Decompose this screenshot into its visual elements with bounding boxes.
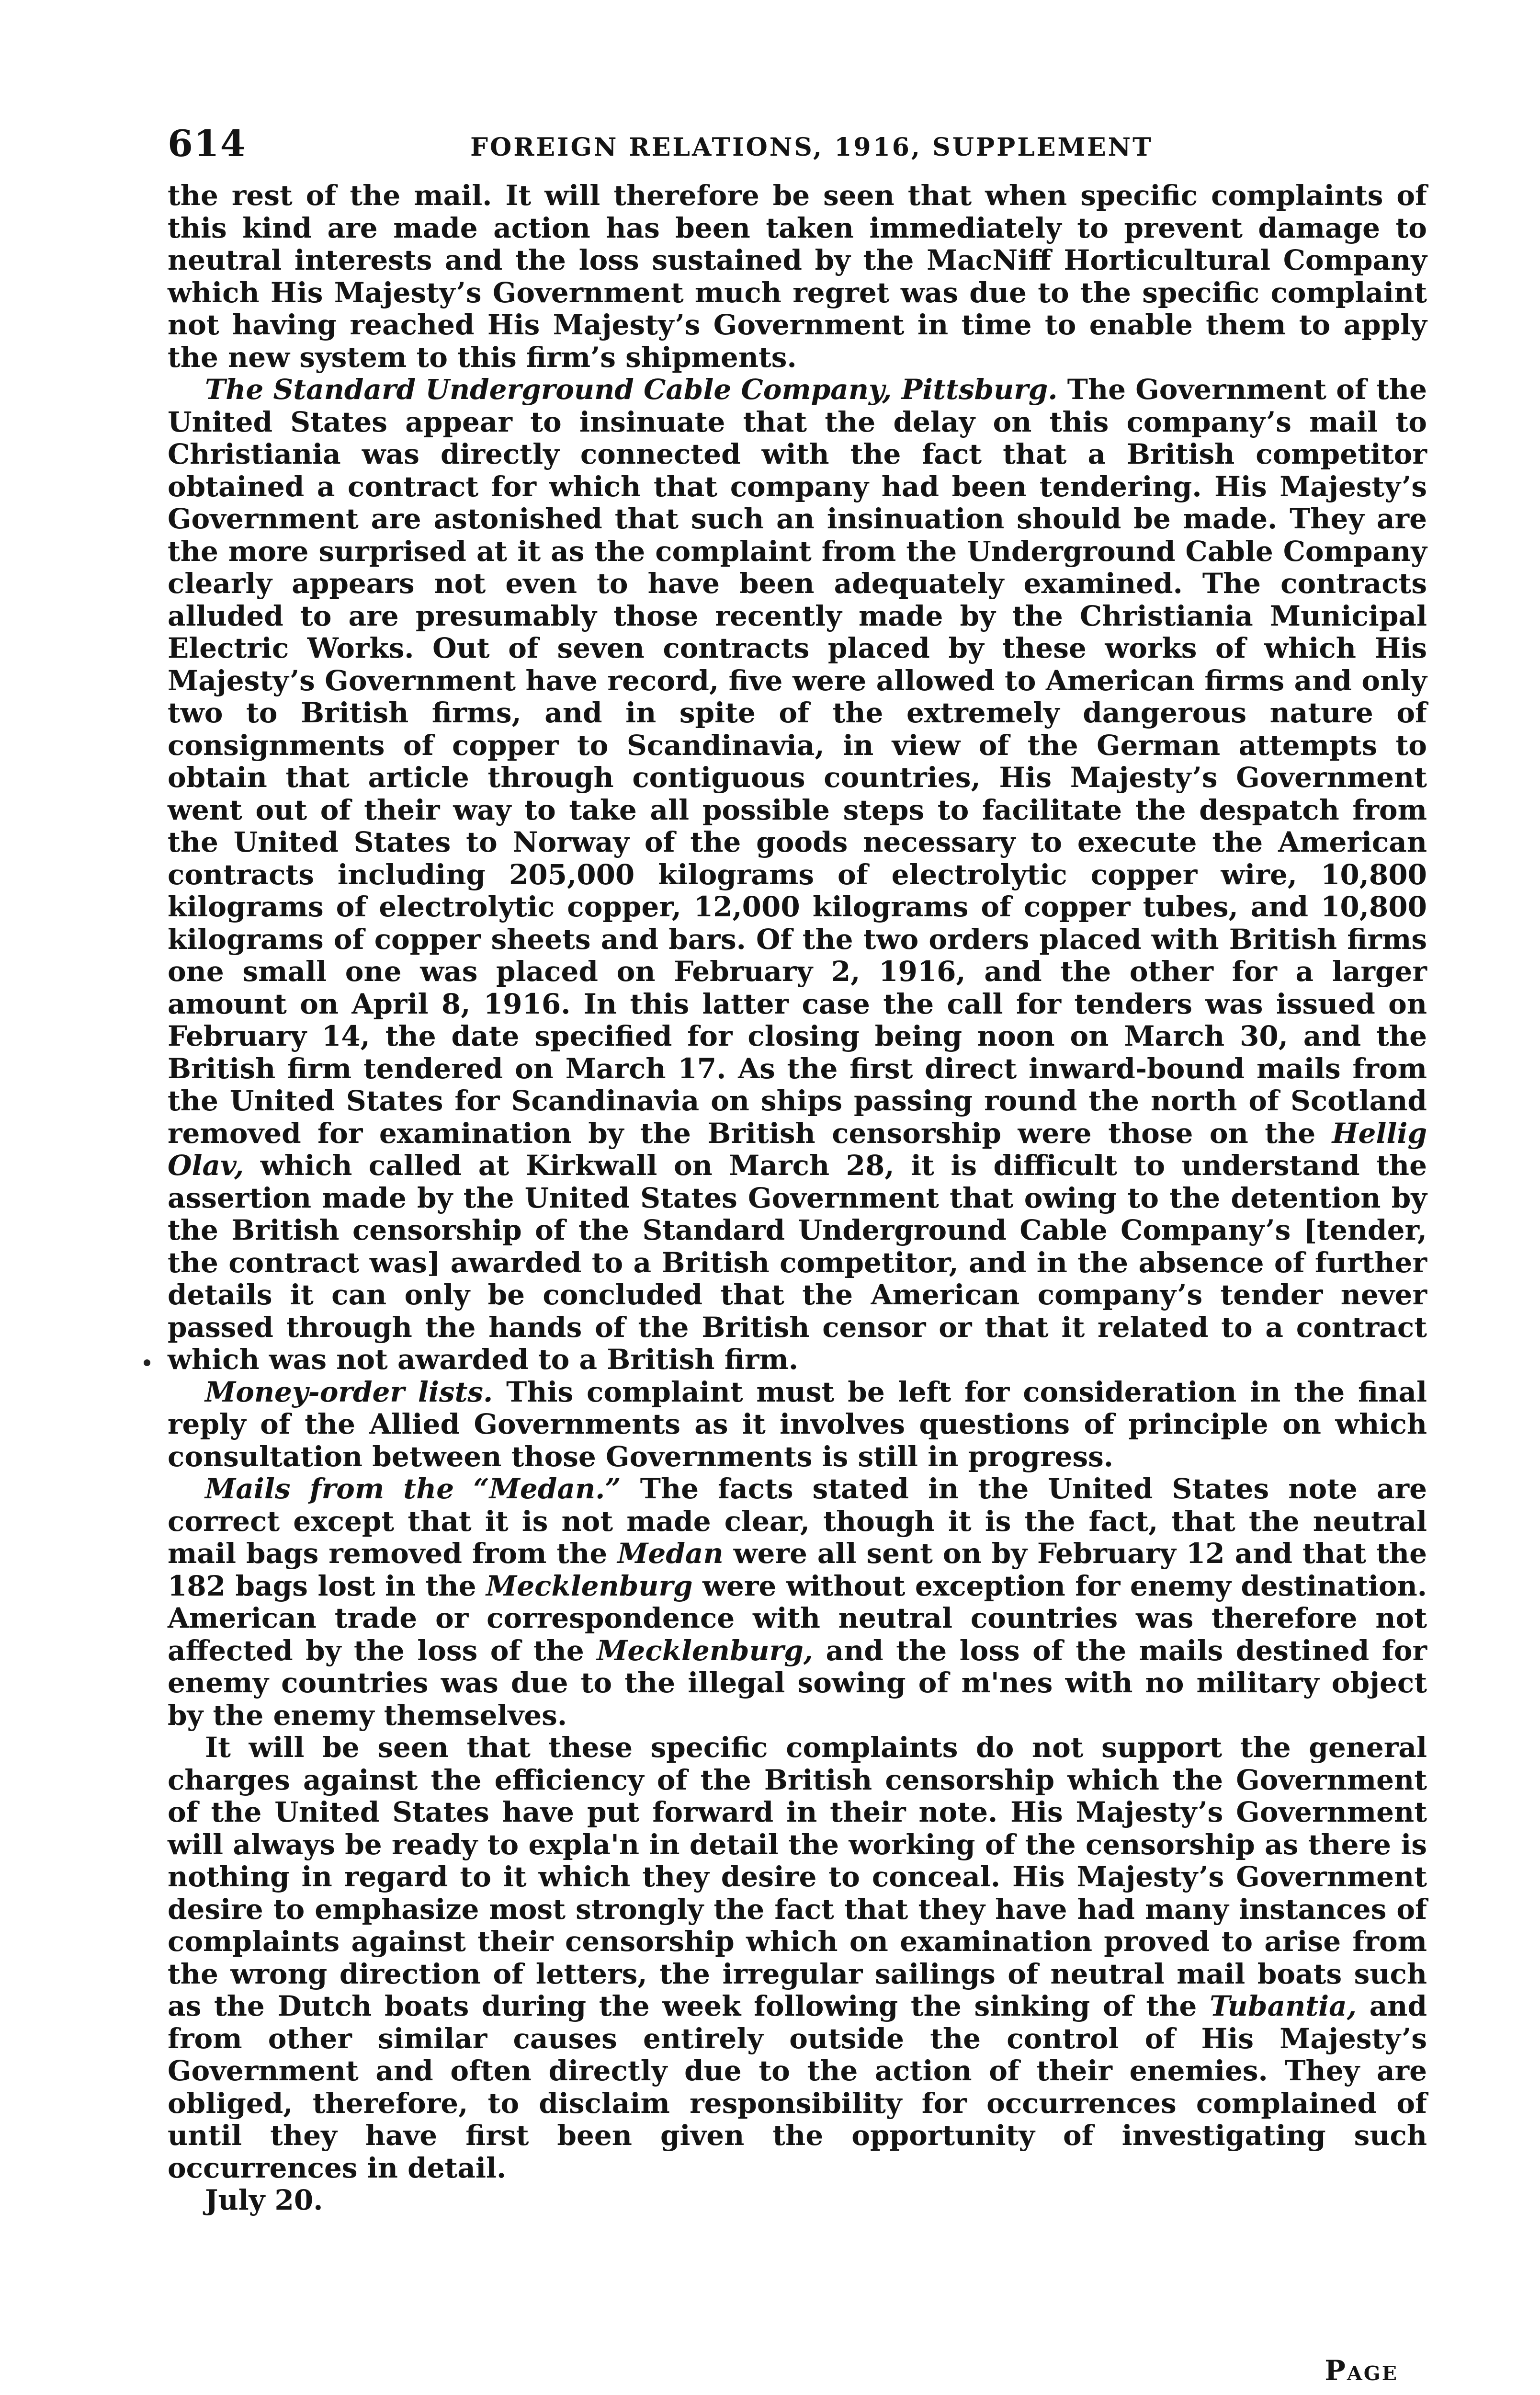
running-head: FOREIGN RELATIONS, 1916, SUPPLEMENT bbox=[470, 133, 1153, 162]
paragraph-text: and the loss of the mails destined for enemy countries was due to the illegal sowing of m'nes with no military object by the enemy themselves. bbox=[168, 1634, 1427, 1732]
body-text bbox=[168, 180, 1427, 2217]
paragraph-heading: The Standard Underground Cable Company, Pittsburg. bbox=[205, 373, 1058, 406]
paragraph-continuation bbox=[168, 180, 1427, 374]
paragraph-heading: Mails from the “Medan.” bbox=[205, 1472, 621, 1505]
ship-name: Tubantia, bbox=[1210, 1990, 1357, 2022]
page-number: 614 bbox=[168, 122, 247, 165]
paragraph-text: The facts stated in the United States note are correct except that it is not made clear, though it is the fact, that the neutral mail bags removed from the bbox=[168, 1472, 1427, 1570]
ship-name: Mecklenburg, bbox=[597, 1634, 813, 1667]
margin-dot bbox=[144, 1359, 150, 1366]
paragraph-text: This complaint must be left for consideration in the final reply of the Allied Governments as it involves questions of principle on which consultation between those Governments is still in progress. bbox=[168, 1375, 1427, 1473]
ship-name: Medan bbox=[617, 1537, 724, 1570]
paragraph-text: were without exception for enemy destination. American trade or correspondence with neutral countries was therefore not affected by the loss of the bbox=[168, 1569, 1427, 1667]
date-line: July 20. bbox=[205, 2184, 323, 2216]
document-page bbox=[168, 122, 1427, 2387]
catchword: Page bbox=[1325, 2354, 1398, 2387]
paragraph-text: The Government of the United States appear to insinuate that the delay on this company’s mail to Christiania was directly connected with the fact that a British competitor obtained a contract for which that company had been tendering. His Majesty’s Government are astonished that such an insinuation should be made. They are the more surprised at it as the complaint from the Underground Cable Company clearly appears not even to have been adequately examined. The contracts alluded to are presumably those recently made by the Christiania Municipal Electric Works. Out of seven contracts placed by these works of which His Majesty’s Government have record, five were allowed to American firms and only two to British firms, and in spite of the extremely dangerous nature of consignments of copper to Scandinavia, in view of the German attempts to obtain that article through contiguous countries, His Majesty’s Government went out of their way to take all possible steps to facilitate the despatch from the United States to Norway of the goods necessary to execute the American contracts including 205,000 kilograms of electrolytic copper wire, 10,800 kilograms of electrolytic copper, 12,000 kilograms of copper tubes, and 10,800 kilograms of copper sheets and bars. Of the two orders placed with British firms one small one was placed on February 2, 1916, and the other for a larger amount on April 8, 1916. In this latter case the call for tenders was issued on February 14, the date specified for closing being noon on March 30, and the British firm tendered on March 17. As the first direct inward-bound mails from the United States for Scandinavia on ships passing round the north of Scotland removed for examination by the British censorship were those on the bbox=[168, 373, 1427, 1150]
ship-name: Hellig Olav, bbox=[168, 1117, 1427, 1182]
paragraph-text: which called at Kirkwall on March 28, it is difficult to understand the assertion made by the United States Government that owing to the detention by the British censorship of the Standard Underground Cable Company’s [tender, the contract was] awarded to a British competitor, and in the absence of further details it can only be concluded that the American company’s tender never passed through the hands of the British censor or that it related to a contract which was not awarded to a British firm. bbox=[168, 1149, 1427, 1376]
paragraph-conclusion bbox=[168, 1732, 1427, 2184]
ship-name: Mecklenburg bbox=[486, 1569, 693, 1602]
paragraph-text: the rest of the mail. It will therefore be seen that when specific complaints of this kind are made action has been taken immediately to prevent damage to neutral interests and the loss sustained by the MacNiff Horticultural Company which His Majesty’s Government much regret was due to the specific complaint not having reached His Majesty’s Government in time to enable them to apply the new system to this firm’s shipments. bbox=[168, 179, 1427, 374]
paragraph-text: It will be seen that these specific complaints do not support the general charges against the efficiency of the British censorship which the Government of the United States have put forward in their note. His Majesty’s Government will always be ready to expla'n in detail the working of the censorship as there is nothing in regard to it which they desire to conceal. His Majesty’s Government desire to emphasize most strongly the fact that they have had many instances of complaints against their censorship which on examination proved to arise from the wrong direction of letters, the irregular sailings of neutral mail boats such as the Dutch boats during the week following the sinking of the bbox=[168, 1731, 1427, 2022]
paragraph-heading: Money-order lists. bbox=[205, 1375, 493, 1408]
paragraph-text: were all sent on by February 12 and that the 182 bags lost in the bbox=[168, 1537, 1427, 1602]
page-header bbox=[168, 122, 1427, 180]
paragraph-mails-from-medan bbox=[168, 1473, 1427, 1732]
paragraph-standard-underground-cable bbox=[168, 374, 1427, 1376]
paragraph-text: and from other similar causes entirely outside the control of His Majesty’s Government and often directly due to the action of their enemies. They are obliged, therefore, to disclaim responsibility for occurrences complained of until they have first been given the opportunity of investigating such occurrences in detail. bbox=[168, 1990, 1427, 2184]
paragraph-money-order-lists bbox=[168, 1376, 1427, 1473]
